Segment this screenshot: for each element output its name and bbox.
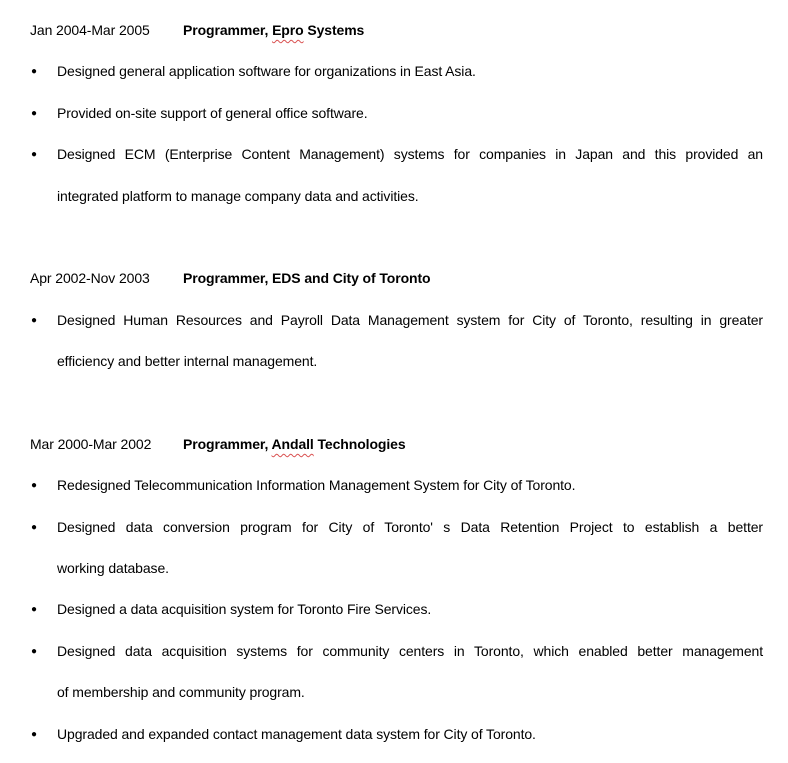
bullet-continuation-line	[30, 176, 763, 217]
bullet-icon: ●	[31, 728, 37, 740]
bullet-item-line	[30, 134, 763, 175]
bullet-text: Designed data conversion program for City of Toronto' s Data Retention Project to establish a better	[57, 518, 763, 535]
job-title	[183, 22, 364, 38]
bullet-item-line	[30, 631, 763, 672]
bullet-continuation-line	[30, 548, 763, 589]
bullet-text: Provided on-site support of general office software.	[57, 104, 368, 121]
job-title	[183, 270, 431, 286]
bullet-text: of membership and community program.	[57, 684, 305, 701]
bullet-text: efficiency and better internal management.	[57, 353, 318, 370]
job-heading	[30, 424, 763, 465]
bullet-icon: ●	[31, 149, 37, 161]
bullet-text: Designed a data acquisition system for Toronto Fire Services.	[57, 601, 432, 618]
bullet-icon: ●	[31, 645, 37, 657]
bullet-text: Designed data acquisition systems for community centers in Toronto, which enabled better management	[57, 642, 763, 659]
job-title-misspelled-word: Andall	[271, 435, 314, 452]
job-section	[30, 258, 763, 382]
job-title-text: Programmer,	[183, 22, 273, 38]
bullet-text: Redesigned Telecommunication Information Management System for City of Toronto.	[57, 477, 576, 494]
bullet-icon: ●	[31, 604, 37, 616]
job-heading	[30, 10, 763, 51]
bullet-text: Designed ECM (Enterprise Content Management) systems for companies in Japan and this provided an	[57, 146, 763, 163]
bullet-item-line	[30, 465, 763, 506]
bullet-continuation-line	[30, 672, 763, 713]
bullet-icon: ●	[31, 314, 37, 326]
job-section	[30, 424, 763, 755]
bullet-text: working database.	[57, 560, 169, 577]
bullet-continuation-line	[30, 341, 763, 382]
bullet-item-line	[30, 507, 763, 548]
job-title-misspelled-word: Epro	[272, 22, 304, 38]
bullet-icon: ●	[31, 66, 37, 78]
job-date: Apr 2002-Nov 2003	[30, 270, 150, 287]
job-title-text: Programmer,	[183, 435, 272, 452]
job-title-text: Technologies	[313, 435, 406, 452]
job-title-text: Systems	[303, 22, 365, 38]
bullet-item-line	[30, 93, 763, 134]
bullet-icon: ●	[31, 521, 37, 533]
bullet-item-line	[30, 51, 763, 92]
bullet-text: Designed Human Resources and Payroll Data Management system for City of Toronto, resulting in greater	[57, 311, 763, 328]
bullet-icon: ●	[31, 107, 37, 119]
bullet-item-line	[30, 714, 763, 755]
bullet-item-line	[30, 589, 763, 630]
job-date: Mar 2000-Mar 2002	[30, 435, 152, 452]
bullet-item-line	[30, 300, 763, 341]
bullet-text: integrated platform to manage company data and activities.	[57, 187, 419, 204]
bullet-text: Upgraded and expanded contact management data system for City of Toronto.	[57, 725, 536, 742]
job-title	[183, 436, 406, 452]
job-date: Jan 2004-Mar 2005	[30, 22, 150, 38]
job-section	[30, 10, 763, 217]
job-title-text: Programmer, EDS and City of Toronto	[183, 270, 431, 287]
bullet-icon: ●	[31, 480, 37, 492]
job-heading	[30, 258, 763, 299]
bullet-text: Designed general application software for organizations in East Asia.	[57, 63, 476, 80]
